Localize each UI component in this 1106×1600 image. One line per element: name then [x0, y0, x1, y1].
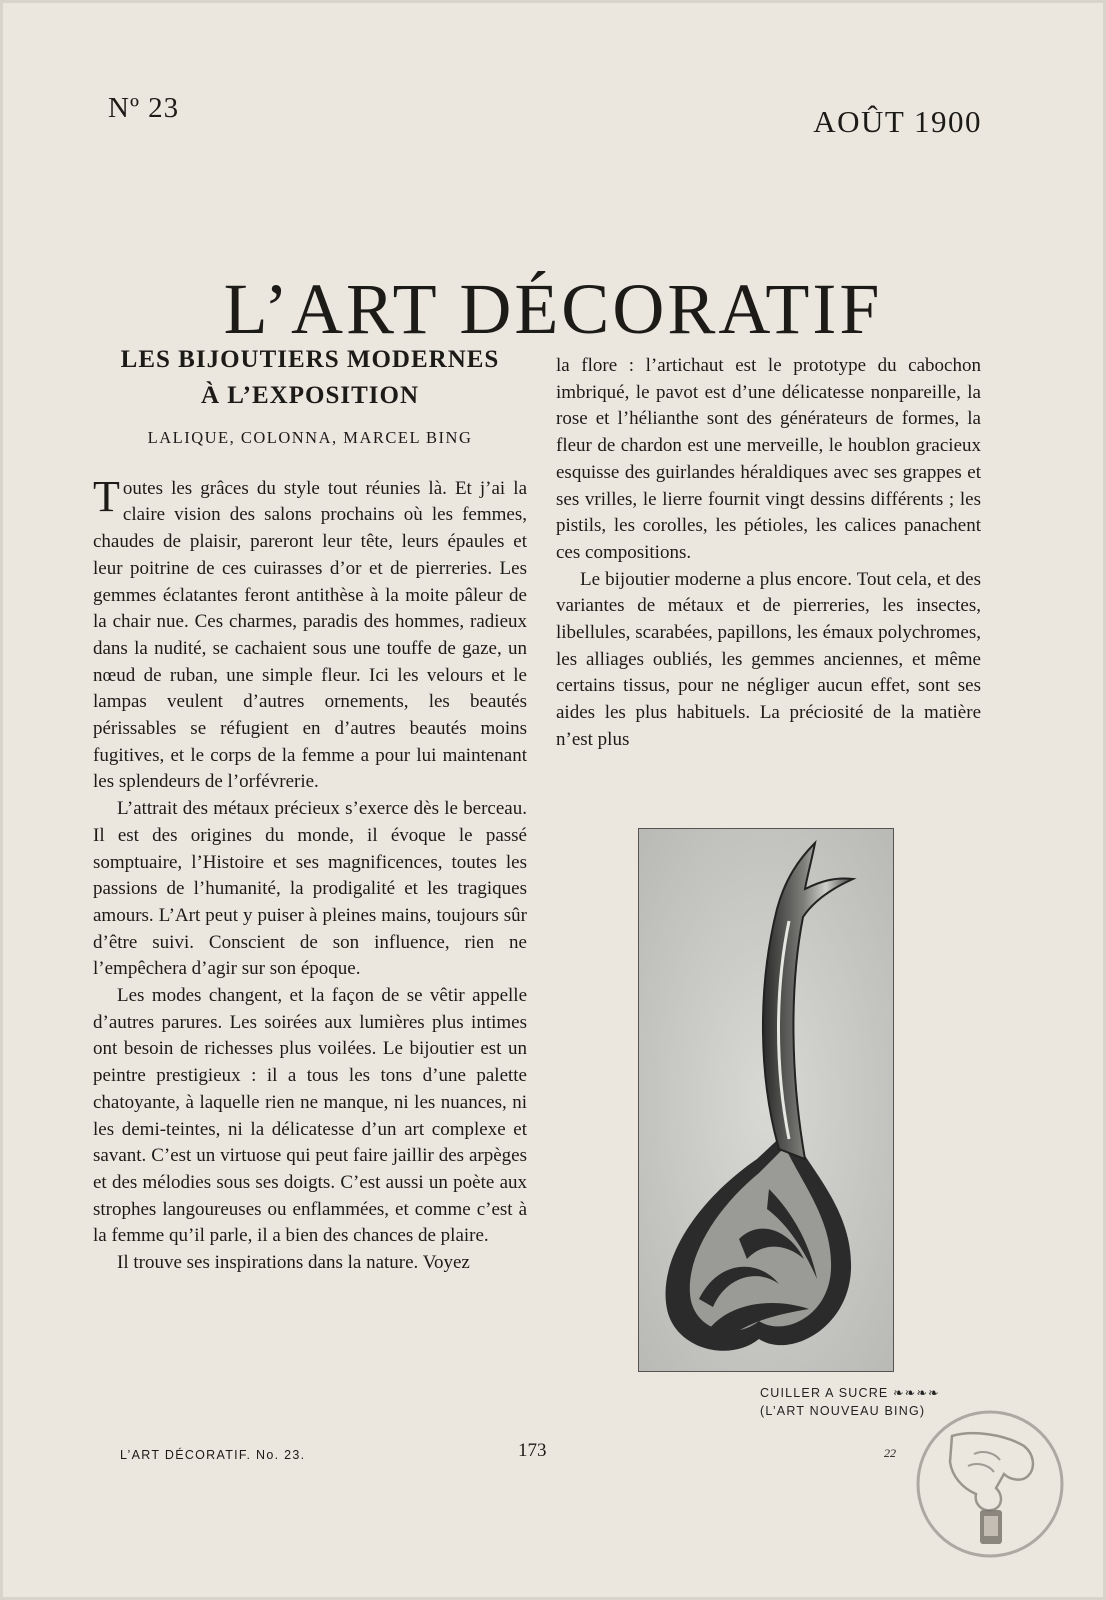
article-title-line-1: LES BIJOUTIERS MODERNES — [120, 346, 500, 373]
article-title — [93, 342, 527, 414]
paragraph-1-text: outes les grâces du style tout réunies là. Et j’ai la claire vision des salons prochains où les femmes, chaudes de plaisir, pareront leur tête, leurs épaules et leur poitrine de ces cuirasses d’or et de pierreries. Les gemmes éclatantes feront antithèse à la moite pâleur de la chair nue. Ces charmes, paradis des hommes, radieux dans la nudité, se cachaient sous une touffe de gaze, un nœud de ruban, une simple fleur. Ici les velours et le lampas veulent d’autres ornements, les beautés périssables se réfugient en d’autres beautés moins fugitives, et le corps de la femme a pour lui maintenant les splendeurs de l’orfévrerie. — [93, 477, 527, 793]
paragraph-5: la flore : l’artichaut est le prototype du cabochon imbriqué, le pavot est d’une délicatesse nonpareille, la rose et l’hélianthe sont des générateurs de formes, la fleur de chardon est une merveille, le houblon gracieux esquisse des guirlandes héraldiques avec ses grappes et ses vrilles, le lierre fournit vingt dessins différents ; les pistils, les corolles, les pétioles, les calices panachent ces compositions. — [556, 355, 981, 563]
article-left-column — [93, 342, 527, 1277]
signature-mark: 22 — [884, 1446, 896, 1460]
article-subtitle: LALIQUE, COLONNA, MARCEL BING — [147, 428, 473, 447]
masthead-title: L’ART DÉCORATIF — [223, 269, 883, 350]
issue-number: Nº 23 — [108, 92, 180, 124]
paragraph-2: L’attrait des métaux précieux s’exerce dès le berceau. Il est des origines du monde, il évoque le passé somptuaire, l’Histoire et ses magnificences, toutes les passions de l’humanité, la prodigalité et les tragiques amours. L’Art peut y puiser à pleines mains, toujours sûr d’être suivi. Conscient de son influence, rien ne l’empêchera d’agir sur son époque. — [93, 798, 527, 980]
page-number: 173 — [518, 1440, 547, 1461]
paragraph-6: Le bijoutier moderne a plus encore. Tout cela, et des variantes de métaux et de pierreries, les insectes, libellules, scarabées, papillons, les émaux polychromes, les alliages oubliés, les gemmes anciennes, et même certains tissus, pour ne négliger aucun effet, sont ses aides les plus habituels. La préciosité de la matière n’est plus — [556, 568, 981, 750]
article-title-line-2: À L’EXPOSITION — [201, 382, 419, 409]
paragraph-3: Les modes changent, et la façon de se vêtir appelle d’autres parures. Les soirées aux lumières plus intimes ont besoin de richesses plus voilées. Le bijoutier est un peintre prestigieux : il a tous les tons d’une palette chatoyante, à laquelle rien ne manque, ni les nuances, ni les demi-teintes, ni la délicatesse d’un art complexe et savant. C’est un virtuose qui peut faire jaillir des arpèges et des mélodies sous ses doigts. C’est aussi un poète aux strophes langoureuses ou enflammées, et comme c’est à la femme qu’il parle, il a bien des chances de plaire. — [93, 985, 527, 1247]
issue-date: AOÛT 1900 — [813, 104, 982, 139]
paragraph-1 — [93, 471, 527, 796]
caption-line-1: CUILLER A SUCRE ❧❧❧❧ — [760, 1386, 940, 1400]
caption-line-2: (L’ART NOUVEAU BING) — [760, 1404, 926, 1418]
sugar-spoon-illustration — [639, 829, 893, 1371]
article-right-column — [556, 353, 981, 754]
hand-stamp-watermark-icon — [912, 1406, 1068, 1562]
sugar-spoon-photograph — [638, 828, 894, 1372]
paragraph-4: Il trouve ses inspirations dans la nature. Voyez — [117, 1252, 470, 1274]
drop-cap: T — [93, 471, 120, 521]
footer-journal-title: L’ART DÉCORATIF. No. 23. — [120, 1448, 306, 1462]
